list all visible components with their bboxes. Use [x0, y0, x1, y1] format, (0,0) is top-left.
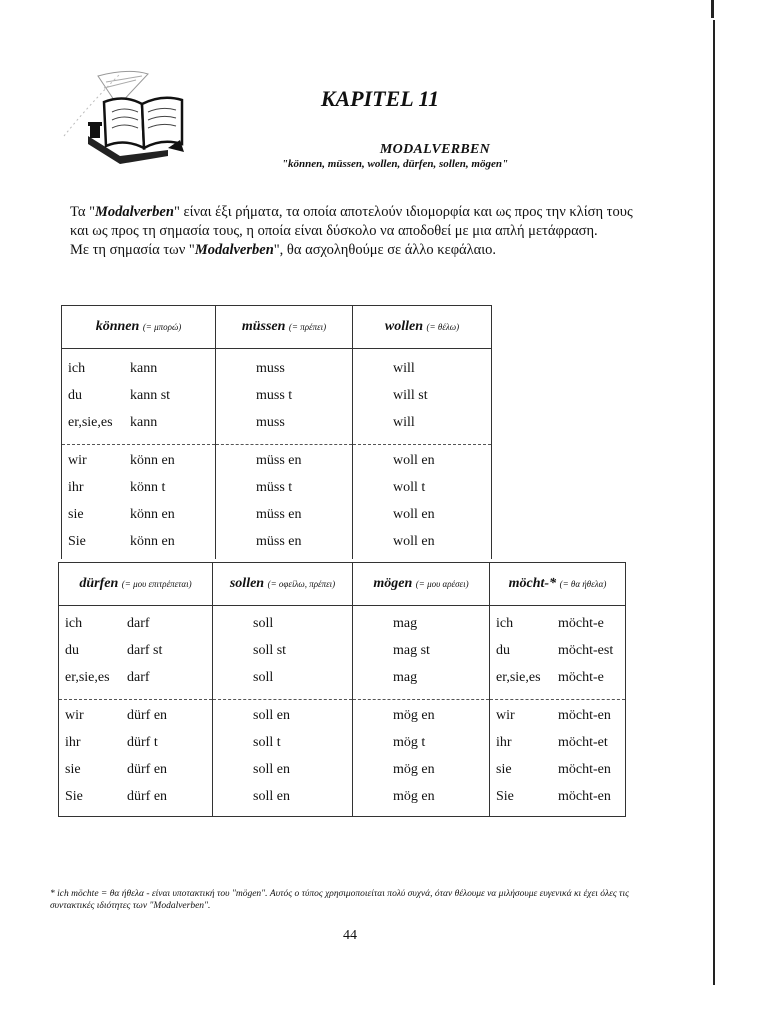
plural-group	[62, 445, 492, 560]
plural-durfen-cell	[59, 700, 213, 817]
intro-p1-term: Modalverben	[95, 204, 174, 220]
conjugation-table-2	[58, 562, 626, 817]
intro-paragraph-2	[70, 241, 650, 260]
singular-durfen-cell	[59, 606, 213, 700]
table-row: er,sie,es kann	[68, 415, 158, 430]
table-row: wir könn en	[68, 453, 175, 468]
header-mogen: mögen (= μου αρέσει)	[353, 563, 490, 606]
header-mussen: müssen (= πρέπει)	[216, 306, 353, 349]
header-konnen: können (= μπορώ)	[62, 306, 216, 349]
table-row: sie dürf en	[65, 762, 168, 777]
plural-mocht-cell: wir möcht-en ihr möcht-et sie möcht-en Sie möcht-en	[490, 700, 626, 817]
header-durfen: dürfen (= μου επιτρέπεται)	[59, 563, 213, 606]
singular-konnen-cell	[62, 349, 216, 445]
header-sollen: sollen (= οφείλω, πρέπει)	[213, 563, 353, 606]
plural-konnen-cell	[62, 445, 216, 560]
singular-mogen-cell: mag mag st mag	[353, 606, 490, 700]
intro-p1-rest: " είναι έξι ρήματα, τα οποία αποτελούν ιδιομορφία και ως προς την κλίση τους και ως προς τη σημασία τους, η οποία είναι δύσκολο να αποδοθεί με μια απλή μετάφραση.	[70, 204, 633, 239]
subtitle-verb-list: "können, müssen, wollen, dürfen, sollen, mögen"	[281, 158, 509, 170]
header-wollen: wollen (= θέλω)	[353, 306, 492, 349]
singular-mocht-cell: ich möcht-e du möcht-est er,sie,es möcht-e	[490, 606, 626, 700]
singular-mussen-cell: muss muss t muss	[216, 349, 353, 445]
table-row: ihr dürf t	[65, 735, 158, 750]
table-row: wir dürf en	[65, 708, 168, 723]
intro-p1-start: Τα "	[70, 204, 95, 220]
singular-group	[62, 349, 492, 445]
singular-sollen-cell: soll soll st soll	[213, 606, 353, 700]
table-row: ihr könn t	[68, 480, 166, 495]
intro-p2-start: Με τη σημασία των "	[70, 242, 195, 258]
table-row: du darf st	[65, 643, 163, 658]
table-row: ich darf	[65, 616, 150, 631]
plural-sollen-cell: soll en soll t soll en soll en	[213, 700, 353, 817]
book-quill-illustration	[58, 66, 208, 166]
plural-group	[59, 700, 626, 817]
singular-group	[59, 606, 626, 700]
chapter-title: KAPITEL 11	[320, 86, 440, 111]
table-row: du kann st	[68, 388, 171, 403]
footnote: * ich möchte = θα ήθελα - είναι υποτακτική του "mögen". Αυτός ο τύπος χρησιμοποιείται πολύ συχνά, όταν θέλουμε να μιλήσουμε ευγενικά κι έχει όλες τις συντακτικές ιδιότητες των "Modalverben".	[50, 889, 629, 911]
page-number: 44	[343, 928, 357, 943]
table-header-row	[62, 306, 492, 349]
plural-mogen-cell: mög en mög t mög en mög en	[353, 700, 490, 817]
section-subtitle: MODALVERBEN	[379, 142, 491, 157]
scan-edge-mark	[711, 0, 714, 18]
table-row: er,sie,es darf	[65, 670, 150, 685]
table-row: Sie könn en	[68, 534, 175, 549]
singular-wollen-cell: will will st will	[353, 349, 492, 445]
intro-p2-term: Modalverben	[194, 242, 274, 258]
intro-p2-rest: ", θα ασχοληθούμε σε άλλο κεφάλαιο.	[273, 242, 497, 258]
plural-mussen-cell: müss en müss t müss en müss en	[216, 445, 353, 560]
table-row: ich kann	[68, 361, 158, 376]
plural-wollen-cell: woll en woll t woll en woll en	[353, 445, 492, 560]
intro-paragraph-1	[70, 203, 650, 241]
scan-edge-line	[713, 20, 715, 985]
header-mocht: möcht-* (= θα ήθελα)	[490, 563, 626, 606]
table-row: sie könn en	[68, 507, 175, 522]
table-row: Sie dürf en	[65, 789, 168, 804]
table-header-row	[59, 563, 626, 606]
conjugation-table-1	[61, 305, 492, 559]
intro-text	[70, 203, 650, 260]
